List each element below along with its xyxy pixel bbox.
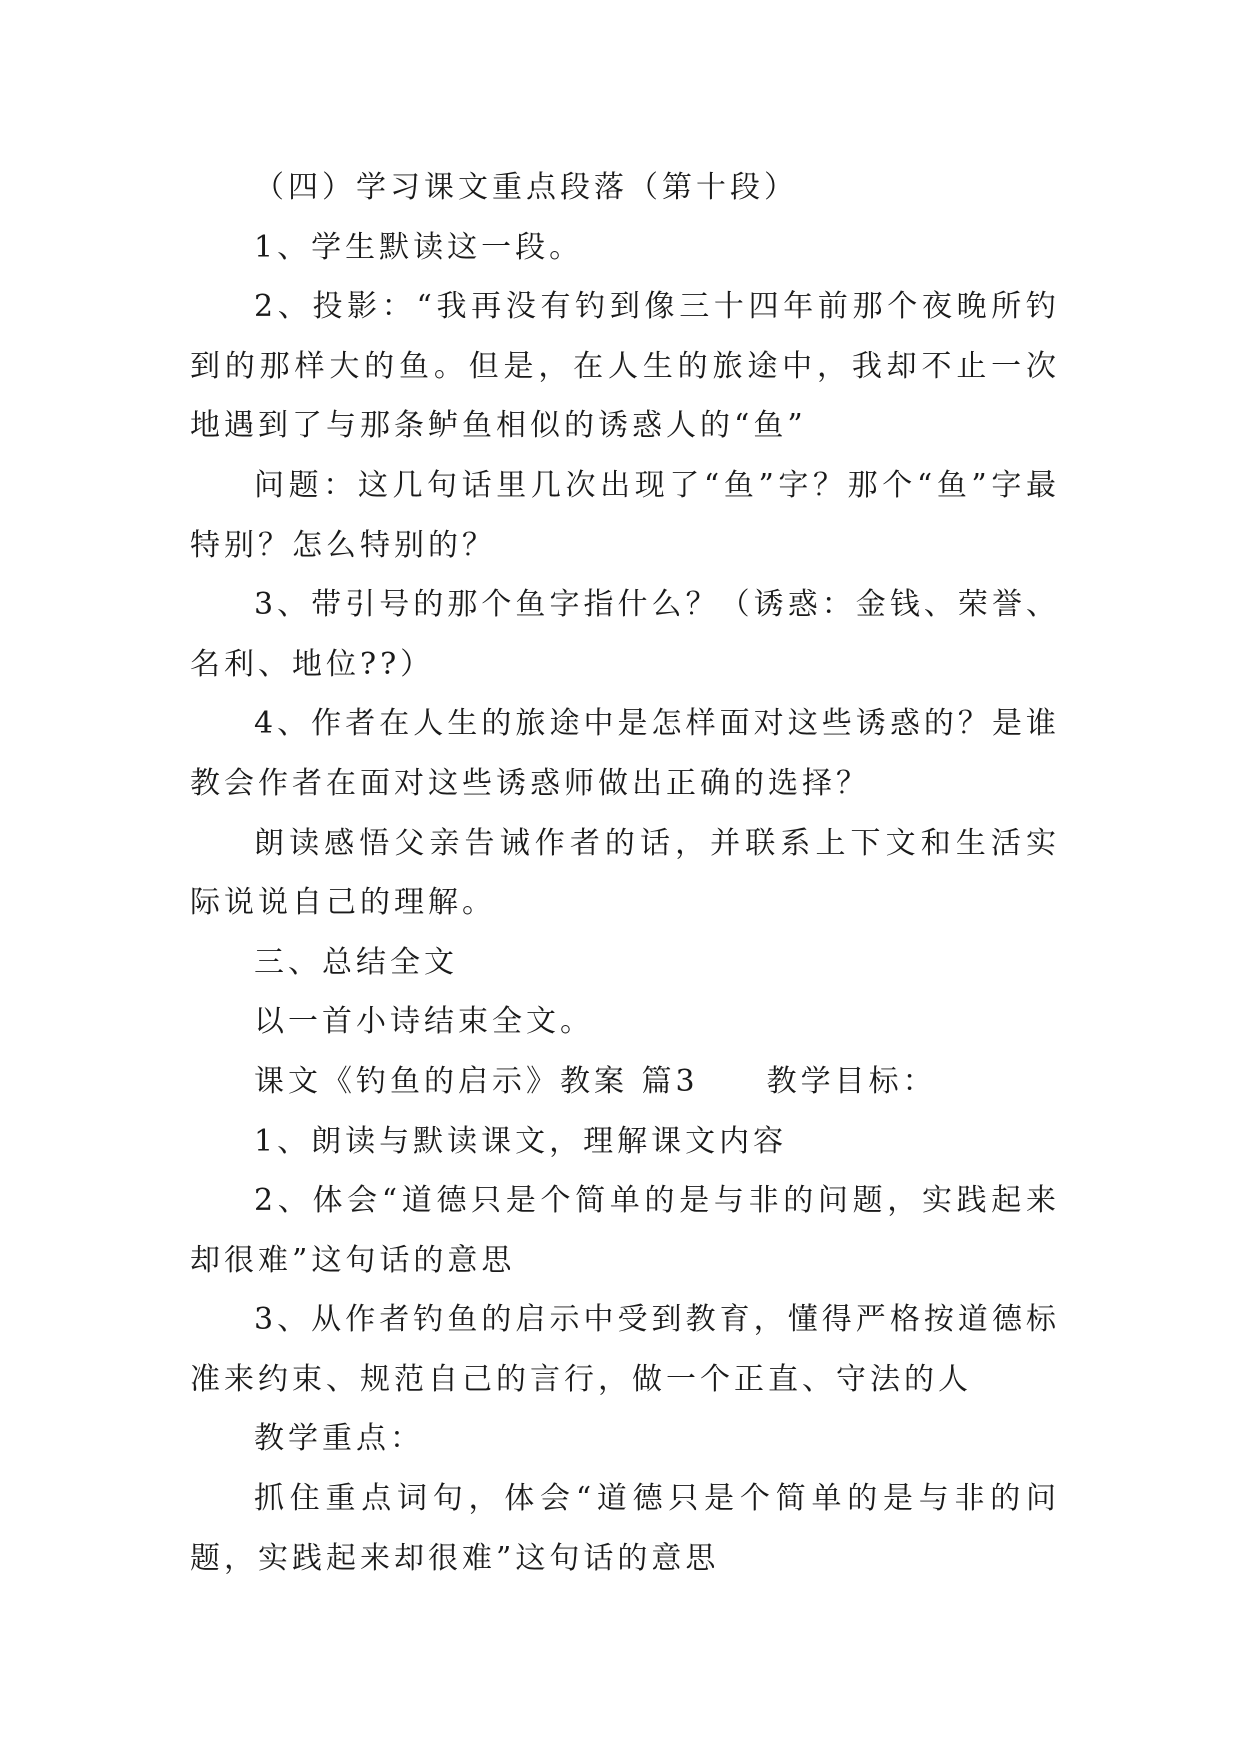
paragraph: 2、体会“道德只是个简单的是与非的问题，实践起来却很难”这句话的意思	[190, 1183, 1060, 1278]
paragraph: 抓住重点词句，体会“道德只是个简单的是与非的问题，实践起来却很难”这句话的意思	[190, 1481, 1060, 1576]
paragraph: 4、作者在人生的旅途中是怎样面对这些诱惑的？是谁教会作者在面对这些诱惑师做出正确的选择？	[190, 706, 1060, 801]
paragraph: 1、学生默读这一段。	[254, 229, 584, 265]
document-body	[190, 158, 1060, 1588]
paragraph: 朗读感悟父亲告诫作者的话，并联系上下文和生活实际说说自己的理解。	[190, 825, 1060, 921]
paragraph: （四）学习课文重点段落（第十段）	[254, 170, 798, 205]
paragraph: 以一首小诗结束全文。	[254, 1004, 594, 1040]
section-heading: 三、总结全文	[254, 944, 458, 980]
paragraph: 2、投影：“我再没有钓到像三十四年前那个夜晚所钓到的那样大的鱼。但是，在人生的旅途中，我却不止一次地遇到了与那条鲈鱼相似的诱惑人的“鱼”	[190, 289, 1060, 444]
section-heading: 课文《钓鱼的启示》教案 篇3 教学目标：	[254, 1063, 937, 1099]
paragraph: 1、朗读与默读课文，理解课文内容	[254, 1123, 788, 1159]
section-heading: 教学重点：	[254, 1421, 424, 1457]
paragraph: 3、带引号的那个鱼字指什么？（诱惑：金钱、荣誉、名利、地位??）	[190, 587, 1060, 682]
paragraph: 问题：这几句话里几次出现了“鱼”字？那个“鱼”字最特别？怎么特别的？	[190, 467, 1060, 563]
paragraph: 3、从作者钓鱼的启示中受到教育，懂得严格按道德标准来约束、规范自己的言行，做一个正直、守法的人	[190, 1302, 1060, 1397]
